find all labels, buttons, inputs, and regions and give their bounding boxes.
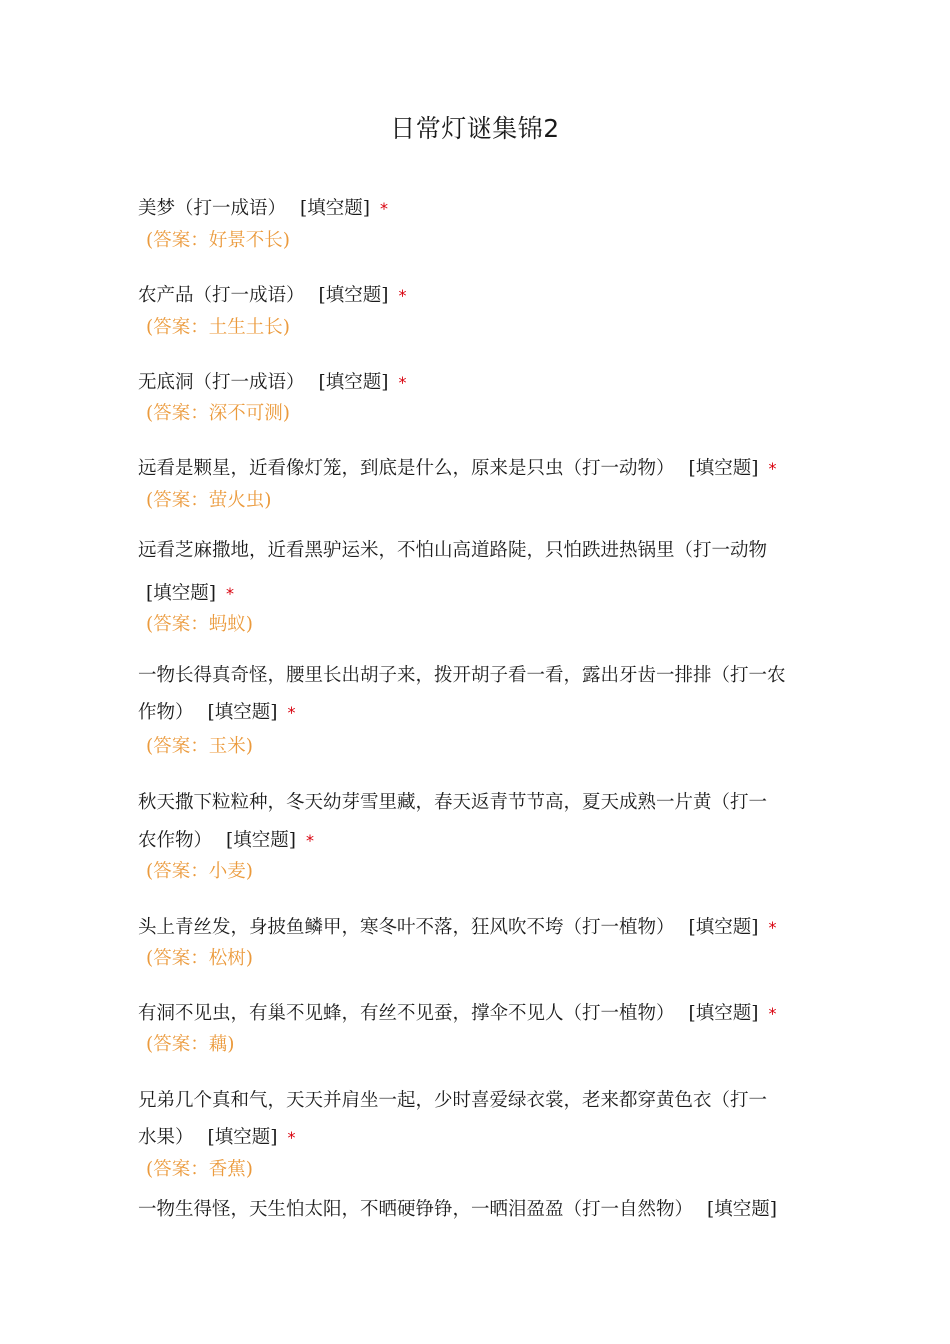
riddle-answer-1: (答案：好景不长): [146, 230, 290, 251]
required-star: *: [768, 918, 777, 937]
riddle-question-4: [138, 450, 828, 487]
riddle-question-5-line1: [138, 532, 828, 569]
riddle-question-1: [138, 190, 828, 227]
riddle-answer-6: (答案：玉米): [146, 736, 253, 757]
riddle-question-6-line2: [138, 694, 828, 731]
riddle-answer-9: (答案：藕): [146, 1034, 235, 1055]
riddle-answer-2: (答案：土生土长): [146, 317, 290, 338]
question-text: 一物长得真奇怪，腰里长出胡子来，拨开胡子看一看，露出牙齿一排排（打一农: [138, 665, 786, 686]
required-star: *: [379, 199, 388, 218]
fill-blank-tag: [填空题]: [688, 917, 759, 938]
riddle-answer-7: (答案：小麦): [146, 861, 253, 882]
riddle-question-5-line2: [146, 575, 836, 612]
fill-blank-tag: [填空题]: [688, 1003, 759, 1024]
required-star: *: [225, 584, 234, 603]
riddle-question-9: [138, 995, 828, 1032]
fill-blank-tag: [填空题]: [146, 583, 216, 604]
riddle-question-6-line1: [138, 657, 828, 694]
riddle-answer-3: (答案：深不可测): [146, 403, 290, 424]
question-text: 远看芝麻撒地，近看黑驴运米，不怕山高道路陡，只怕跌进热锅里（打一动物: [138, 540, 768, 561]
fill-blank-tag: [填空题]: [207, 702, 278, 723]
riddle-question-8: [138, 909, 828, 946]
riddle-answer-5: (答案：蚂蚁): [146, 614, 253, 635]
required-star: *: [287, 1128, 296, 1147]
fill-blank-tag: [填空题]: [707, 1199, 777, 1220]
question-text: 兄弟几个真和气，天天并肩坐一起，少时喜爱绿衣裳，老来都穿黄色衣（打一: [138, 1090, 768, 1111]
riddle-question-3: [138, 364, 828, 401]
fill-blank-tag: [填空题]: [688, 458, 759, 479]
fill-blank-tag: [填空题]: [226, 830, 296, 851]
question-text: 有洞不见虫，有巢不见蜂，有丝不见蚕，撑伞不见人（打一植物）: [138, 1003, 675, 1024]
question-text-cont: 作物）: [138, 702, 194, 723]
question-text: 秋天撒下粒粒种，冬天幼芽雪里藏，春天返青节节高，夏天成熟一片黄（打一: [138, 792, 768, 813]
page-title: 日常灯谜集锦2: [390, 114, 560, 143]
question-text: 无底洞（打一成语）: [138, 372, 305, 393]
question-text-cont: 农作物）: [138, 830, 213, 851]
riddle-answer-4: (答案：萤火虫): [146, 490, 272, 511]
riddle-question-7-line1: [138, 784, 828, 821]
required-star: *: [768, 1004, 777, 1023]
required-star: *: [768, 459, 777, 478]
question-text-cont: 水果）: [138, 1127, 194, 1148]
riddle-question-7-line2: [138, 822, 828, 859]
required-star: *: [305, 831, 314, 850]
riddle-question-10-line2: [138, 1119, 828, 1156]
question-text: 头上青丝发，身披鱼鳞甲，寒冬叶不落，狂风吹不垮（打一植物）: [138, 917, 675, 938]
question-text: 远看是颗星，近看像灯笼，到底是什么，原来是只虫（打一动物）: [138, 458, 675, 479]
fill-blank-tag: [填空题]: [300, 198, 370, 219]
riddle-answer-8: (答案：松树): [146, 948, 253, 969]
question-text: 一物生得怪，天生怕太阳，不晒硬铮铮，一晒泪盈盈（打一自然物）: [138, 1199, 694, 1220]
riddle-question-2: [138, 277, 828, 314]
riddle-question-10-line1: [138, 1082, 828, 1119]
required-star: *: [398, 286, 407, 305]
required-star: *: [287, 703, 296, 722]
required-star: *: [398, 373, 407, 392]
riddle-answer-10: (答案：香蕉): [146, 1159, 253, 1180]
question-text: 美梦（打一成语）: [138, 198, 287, 219]
question-text: 农产品（打一成语）: [138, 285, 305, 306]
fill-blank-tag: [填空题]: [318, 372, 389, 393]
riddle-question-11: [138, 1191, 828, 1228]
fill-blank-tag: [填空题]: [318, 285, 389, 306]
fill-blank-tag: [填空题]: [207, 1127, 278, 1148]
